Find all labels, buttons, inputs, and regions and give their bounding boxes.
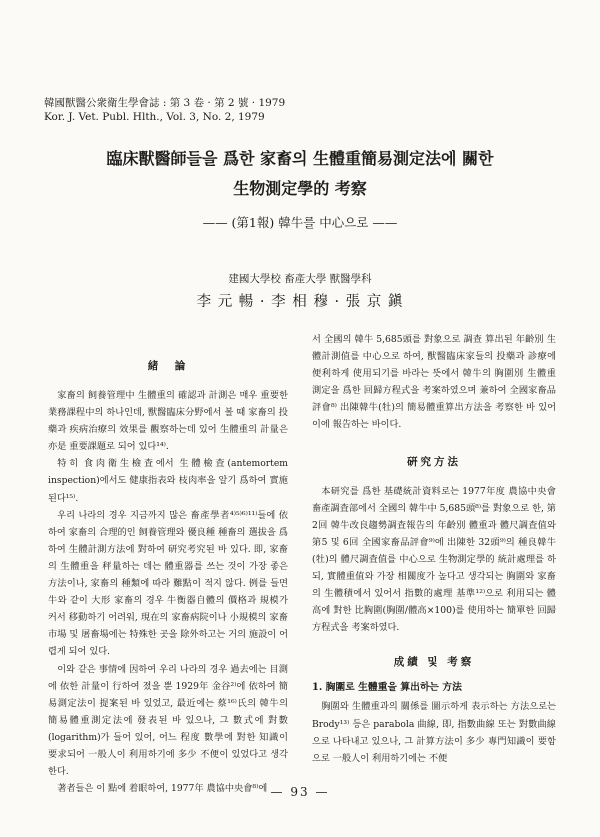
section-heading-introduction: 緒 論 (147, 360, 189, 372)
section-heading-methods: 硏究方法 (407, 455, 461, 468)
methods-paragraph: 本研究를 爲한 基礎統計資料로는 1977年度 農協中央會 畜產調査部에서 全國의 韓牛中 5,685頭⁸⁾를 對象으로 한, 第2回 韓牛改良趨勢調査報告의 年齡別 體重과 體尺調査值와 第5 및 6回 全國家畜品評會⁹⁾에 出陳한 32頭⁹⁾의 種良韓牛(牡)의 體尺調査值를 中心으로 生物測定學的 統計處理를 하되, 實體重值와 가장 相關度가 높다고 생각되는 胸圍와 家畜의 生體積에서 있어서 指數的處理 基準¹²⁾으로 利用되는 體高에 對한 比胸圍(胸圍/體高×100)를 使用하는 簡單한 回歸方程式을 考案하였다. (312, 485, 556, 634)
intro-paragraph-3: 우리 나라의 경우 지금까지 많은 畜產學者⁴⁾⁵⁾⁶⁾¹¹⁾들에 依하여 家畜의 合理的인 飼養管理와 優良種 種畜의 選拔을 爲하여 生體計測方法에 對하여 研究考究된 바 있다. 即, 家畜의 生體重을 秤量하는 데는 體重器를 쓰는 것이 가장 좋은 方法이나, 家畜의 種類에 따라 難點이 적지 않다. 例를 들면 牛와 같이 大形 家畜의 경우 牛衡器自體의 價格과 規模가 커서 移動하기 어려워, 現在의 家畜病院이나 小規模의 家畜市場 및 屠畜場에는 特殊한 곳을 除外하고는 거의 施設이 어렵게 되어 있다. (48, 509, 288, 658)
intro-paragraph-1: 家畜의 飼養管理中 生體重의 確認과 計測은 매우 重要한 業務課程中의 하나인데, 獸醫臨床分野에서 볼 때 家畜의 投藥과 疾病治療의 效果를 觀察하는데 있어 生體重의 計量은 亦是 重要課題로 되어 있다¹⁴⁾. (48, 390, 288, 453)
journal-citation-english: Kor. J. Vet. Publ. Hlth., Vol. 3, No. 2, 1979 (44, 111, 265, 123)
author-affiliation: 建國大學校 畜產大學 獸醫學科 (228, 273, 372, 285)
paper-title-line-1: 臨床獸醫師들을 爲한 家畜의 生體重簡易測定法에 關한 (106, 149, 494, 168)
intro-continuation: 서 全國의 韓牛 5,685頭를 對象으로 調查 算出된 年齡別 生體計測值를 中心으로 하여, 獸醫臨床家들의 投藥과 診療에 便利하게 使用되기를 바라는 뜻에서 韓牛의 胸圍別 生體重 測定을 爲한 回歸方程式을 考案하였으며 兼하여 全國家畜品評會⁸⁾ 出陳韓牛(牡)의 簡易體重算出方法을 考察한 바 있어 이에 報告하는 바이다. (312, 334, 556, 431)
journal-citation (44, 96, 285, 124)
section-heading-results: 成績 및 考察 (393, 656, 475, 669)
results-paragraph: 胸圍와 生體重과의 關係를 圖示하게 表示하는 方法으로는 Brody¹³⁾ 등은 parabola 曲線, 即, 指數曲線 또는 對數曲線으로 나타내고 있으나, 그 計算方法이 多少 專門知識이 要함으로 一般人이 利用하기에는 不便 (312, 701, 556, 764)
left-column (48, 360, 288, 797)
journal-citation-korean: 韓國獸醫公衆衛生學會誌 : 第 3 卷 · 第 2 號 · 1979 (44, 97, 286, 109)
paper-title-line-2: 生物測定學的 考察 (233, 179, 367, 198)
intro-paragraph-4: 이와 같은 事情에 因하여 우리 나라의 경우 過去에는 目測에 依한 計量이 行하여 졌을 뿐 1929年 金谷²⁾에 依하여 簡易測定法이 提案된 바 있었고, 最近에는 蔡¹⁶⁾氏의 韓牛의 簡易體重測定法에 發表된 바 있으나, 그 數式에 對數(logarithm)가 들어 있어, 어느 程度 數學에 對한 知識이 要求되어 一般人이 利用하기에 多少 不便이 있었다고 생각한다. (48, 663, 288, 778)
results-subheading: 1. 胸圍로 生體重을 算出하는 方法 (312, 682, 462, 694)
intro-paragraph-2: 特히 食肉衛生檢査에서 生體檢査(antemortem inspection)에서도 健康指表와 枝肉率을 알기 爲하여 實施된다¹⁵⁾. (48, 458, 288, 504)
paper-subtitle: —— (第1報) 韓牛를 中心으로 —— (202, 215, 398, 230)
page-number: — 93 — (270, 785, 330, 799)
intro-paragraph-5: 著者들은 이 點에 着眼하여, 1977年 農協中央會⁸⁾에 (57, 783, 268, 795)
right-column (312, 331, 556, 767)
author-names: 李 元 暢 · 李 相 穆 · 張 京 鎭 (196, 294, 404, 310)
